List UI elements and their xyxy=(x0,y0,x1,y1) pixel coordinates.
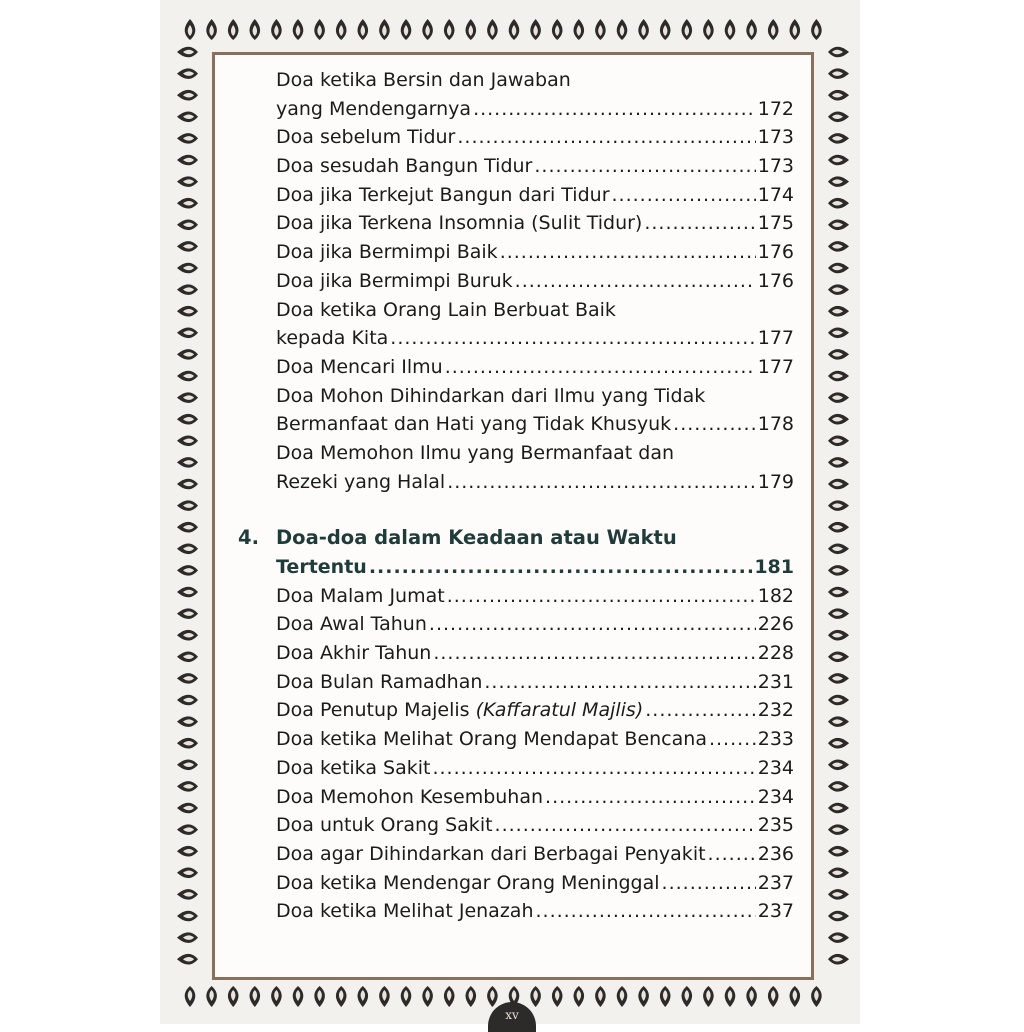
teardrop-motif xyxy=(177,414,198,425)
teardrop-motif xyxy=(828,68,849,79)
toc-entry: Bermanfaat dan Hati yang Tidak Khusyuk ..... 178 xyxy=(238,410,794,439)
teardrop-motif xyxy=(185,986,196,1007)
teardrop-motif xyxy=(828,608,849,619)
teardrop-motif xyxy=(177,608,198,619)
teardrop-motif xyxy=(828,133,849,144)
teardrop-motif xyxy=(466,986,477,1007)
toc-entry: Doa Malam Jumat ..... 182 xyxy=(238,582,794,611)
teardrop-motif xyxy=(336,19,347,40)
teardrop-motif xyxy=(177,47,198,58)
toc-entry-line: Doa ketika Bersin dan Jawaban xyxy=(276,69,571,91)
teardrop-motif xyxy=(790,19,801,40)
page-number: 226 xyxy=(757,613,794,636)
toc-entry: Doa ketika Mendengar Orang Meninggal ..... 237 xyxy=(238,869,794,898)
teardrop-motif xyxy=(746,19,757,40)
page-number: 177 xyxy=(757,355,794,378)
teardrop-motif xyxy=(314,986,325,1007)
teardrop-motif xyxy=(828,652,849,663)
teardrop-motif xyxy=(811,19,822,40)
teardrop-motif xyxy=(177,133,198,144)
toc-entry: Rezeki yang Halal ..... 179 xyxy=(238,468,794,497)
toc-entry: Doa ketika Melihat Jenazah ..... 237 xyxy=(238,897,794,926)
teardrop-motif xyxy=(177,349,198,360)
teardrop-motif xyxy=(177,954,198,965)
teardrop-motif xyxy=(828,544,849,555)
teardrop-motif xyxy=(828,846,849,857)
teardrop-motif xyxy=(768,19,779,40)
teardrop-motif xyxy=(638,19,649,40)
toc-entry-line: Doa ketika Orang Lain Berbuat Baik xyxy=(276,298,616,321)
toc-entry: Doa Akhir Tahun ..... 228 xyxy=(238,639,794,668)
page-number: 232 xyxy=(757,699,794,722)
toc-entry: Doa Penutup Majelis (Kaffaratul Majlis) ..... 232 xyxy=(238,696,794,725)
teardrop-motif xyxy=(828,954,849,965)
teardrop-motif xyxy=(828,911,849,922)
teardrop-motif xyxy=(790,986,801,1007)
page-number: 177 xyxy=(757,327,794,350)
page-number: 181 xyxy=(754,556,794,578)
teardrop-motif xyxy=(828,176,849,187)
teardrop-motif xyxy=(828,47,849,58)
page-number: 172 xyxy=(757,97,794,120)
teardrop-motif xyxy=(828,695,849,706)
teardrop-motif xyxy=(177,155,198,166)
teardrop-motif xyxy=(828,112,849,123)
teardrop-motif xyxy=(177,932,198,943)
teardrop-motif xyxy=(828,392,849,403)
teardrop-motif xyxy=(177,522,198,533)
toc-entry-line: Doa Memohon Ilmu yang Bermanfaat dan xyxy=(276,441,675,464)
teardrop-motif xyxy=(444,19,455,40)
teardrop-motif xyxy=(828,716,849,727)
toc-entry: Doa jika Bermimpi Buruk ..... 176 xyxy=(238,267,794,296)
page-number: 176 xyxy=(757,269,794,292)
teardrop-motif xyxy=(177,868,198,879)
teardrop-motif xyxy=(595,19,606,40)
teardrop-motif xyxy=(177,738,198,749)
toc-entry: Doa untuk Orang Sakit ..... 235 xyxy=(238,811,794,840)
teardrop-motif xyxy=(682,19,693,40)
teardrop-motif xyxy=(466,19,477,40)
teardrop-motif xyxy=(422,986,433,1007)
teardrop-motif xyxy=(828,932,849,943)
teardrop-motif xyxy=(682,986,693,1007)
teardrop-motif xyxy=(811,986,822,1007)
teardrop-motif xyxy=(177,176,198,187)
page-number: 234 xyxy=(757,756,794,779)
page-number: 233 xyxy=(757,728,794,751)
teardrop-motif xyxy=(828,371,849,382)
teardrop-motif xyxy=(177,673,198,684)
page-number: 173 xyxy=(757,126,794,149)
teardrop-motif xyxy=(768,986,779,1007)
toc-entry: Doa ketika Melihat Orang Mendapat Bencana ..... 233 xyxy=(238,725,794,754)
teardrop-motif xyxy=(177,90,198,101)
teardrop-motif xyxy=(271,986,282,1007)
teardrop-motif xyxy=(177,500,198,511)
page-number: 237 xyxy=(757,871,794,894)
teardrop-motif xyxy=(828,500,849,511)
teardrop-motif xyxy=(228,986,239,1007)
toc-entry: yang Mendengarnya ..... 172 xyxy=(238,95,794,124)
teardrop-motif xyxy=(177,781,198,792)
toc-entry: kepada Kita ..... 177 xyxy=(238,324,794,353)
page-number: 236 xyxy=(757,842,794,865)
toc-entry: Doa Memohon Kesembuhan ..... 234 xyxy=(238,783,794,812)
teardrop-motif xyxy=(185,19,196,40)
teardrop-motif xyxy=(828,328,849,339)
section-heading xyxy=(238,524,794,553)
teardrop-motif xyxy=(828,587,849,598)
table-of-contents xyxy=(238,66,794,926)
teardrop-motif xyxy=(422,19,433,40)
teardrop-motif xyxy=(379,19,390,40)
teardrop-motif xyxy=(828,220,849,231)
page-number: 182 xyxy=(757,584,794,607)
teardrop-motif xyxy=(530,19,541,40)
teardrop-motif xyxy=(177,436,198,447)
teardrop-motif xyxy=(177,198,198,209)
toc-entry-line: Doa Mohon Dihindarkan dari Ilmu yang Tidak xyxy=(276,384,706,407)
toc-entry: Doa jika Terkena Insomnia (Sulit Tidur) ..... 175 xyxy=(238,209,794,238)
teardrop-motif xyxy=(177,565,198,576)
teardrop-motif xyxy=(660,986,671,1007)
teardrop-motif xyxy=(746,986,757,1007)
page-number: 235 xyxy=(757,814,794,837)
teardrop-motif xyxy=(293,986,304,1007)
section-heading-entry: Tertentu ..... 181 xyxy=(238,553,794,582)
teardrop-motif xyxy=(828,349,849,360)
page-number: 231 xyxy=(757,670,794,693)
teardrop-motif xyxy=(177,112,198,123)
teardrop-motif xyxy=(617,19,628,40)
toc-entry: Doa sesudah Bangun Tidur ..... 173 xyxy=(238,152,794,181)
teardrop-motif xyxy=(638,986,649,1007)
teardrop-motif xyxy=(336,986,347,1007)
teardrop-motif xyxy=(177,284,198,295)
teardrop-motif xyxy=(358,19,369,40)
teardrop-motif xyxy=(401,19,412,40)
teardrop-motif xyxy=(828,889,849,900)
toc-entry: Doa sebelum Tidur ..... 173 xyxy=(238,123,794,152)
teardrop-motif xyxy=(177,889,198,900)
teardrop-motif xyxy=(314,19,325,40)
teardrop-motif xyxy=(177,371,198,382)
teardrop-motif xyxy=(271,19,282,40)
teardrop-motif xyxy=(828,738,849,749)
page-number: 175 xyxy=(757,212,794,235)
teardrop-motif xyxy=(177,695,198,706)
page-number: 234 xyxy=(757,785,794,808)
page-number: 237 xyxy=(757,900,794,923)
teardrop-motif xyxy=(828,803,849,814)
teardrop-motif xyxy=(828,868,849,879)
teardrop-motif xyxy=(828,630,849,641)
page-number: 179 xyxy=(757,470,794,493)
teardrop-motif xyxy=(177,544,198,555)
teardrop-motif xyxy=(250,19,261,40)
teardrop-motif xyxy=(177,457,198,468)
teardrop-motif xyxy=(725,19,736,40)
teardrop-motif xyxy=(828,155,849,166)
teardrop-motif xyxy=(828,436,849,447)
teardrop-motif xyxy=(177,241,198,252)
teardrop-motif xyxy=(177,479,198,490)
teardrop-motif xyxy=(177,68,198,79)
toc-entry: Doa jika Bermimpi Baik ..... 176 xyxy=(238,238,794,267)
teardrop-motif xyxy=(177,328,198,339)
teardrop-motif xyxy=(177,392,198,403)
teardrop-motif xyxy=(293,19,304,40)
teardrop-motif xyxy=(228,19,239,40)
teardrop-motif xyxy=(177,587,198,598)
page-number: 178 xyxy=(757,413,794,436)
page-number: 176 xyxy=(757,241,794,264)
page-number: 174 xyxy=(757,183,794,206)
teardrop-motif xyxy=(595,986,606,1007)
toc-entry: Doa Awal Tahun ..... 226 xyxy=(238,610,794,639)
teardrop-motif xyxy=(177,846,198,857)
teardrop-motif xyxy=(177,716,198,727)
teardrop-motif xyxy=(828,263,849,274)
teardrop-motif xyxy=(828,284,849,295)
teardrop-motif xyxy=(828,479,849,490)
page-number: 228 xyxy=(757,642,794,665)
toc-entry: Doa Bulan Ramadhan ..... 231 xyxy=(238,668,794,697)
teardrop-motif xyxy=(828,522,849,533)
teardrop-motif xyxy=(828,565,849,576)
teardrop-motif xyxy=(358,986,369,1007)
teardrop-motif xyxy=(444,986,455,1007)
teardrop-motif xyxy=(206,986,217,1007)
teardrop-motif xyxy=(177,306,198,317)
toc-entry: Doa jika Terkejut Bangun dari Tidur ..... 174 xyxy=(238,181,794,210)
teardrop-motif xyxy=(177,760,198,771)
teardrop-motif xyxy=(177,220,198,231)
teardrop-motif xyxy=(509,19,520,40)
teardrop-motif xyxy=(828,673,849,684)
teardrop-motif xyxy=(574,19,585,40)
teardrop-motif xyxy=(401,986,412,1007)
section-number: 4. xyxy=(238,526,259,550)
teardrop-motif xyxy=(703,986,714,1007)
teardrop-motif xyxy=(487,19,498,40)
page-folio-tab xyxy=(488,1002,536,1032)
teardrop-motif xyxy=(828,760,849,771)
teardrop-motif xyxy=(725,986,736,1007)
teardrop-motif xyxy=(828,241,849,252)
teardrop-motif xyxy=(617,986,628,1007)
teardrop-motif xyxy=(574,986,585,1007)
section-title: Doa-doa dalam Keadaan atau Waktu xyxy=(276,526,677,550)
teardrop-motif xyxy=(828,198,849,209)
teardrop-motif xyxy=(828,457,849,468)
teardrop-motif xyxy=(552,986,563,1007)
page-number: 173 xyxy=(757,155,794,178)
teardrop-motif xyxy=(828,90,849,101)
teardrop-motif xyxy=(177,803,198,814)
teardrop-motif xyxy=(660,19,671,40)
teardrop-motif xyxy=(250,986,261,1007)
teardrop-motif xyxy=(379,986,390,1007)
teardrop-motif xyxy=(177,652,198,663)
teardrop-motif xyxy=(828,824,849,835)
teardrop-motif xyxy=(828,781,849,792)
teardrop-motif xyxy=(552,19,563,40)
teardrop-motif xyxy=(828,414,849,425)
toc-entry: Doa ketika Sakit ..... 234 xyxy=(238,754,794,783)
toc-entry: Doa agar Dihindarkan dari Berbagai Penyakit ..... 236 xyxy=(238,840,794,869)
folio-number: xv xyxy=(505,1008,519,1022)
teardrop-motif xyxy=(177,824,198,835)
teardrop-motif xyxy=(177,263,198,274)
toc-entry: Doa Mencari Ilmu ..... 177 xyxy=(238,353,794,382)
teardrop-motif xyxy=(177,630,198,641)
teardrop-motif xyxy=(703,19,714,40)
teardrop-motif xyxy=(206,19,217,40)
teardrop-motif xyxy=(828,306,849,317)
teardrop-motif xyxy=(177,911,198,922)
